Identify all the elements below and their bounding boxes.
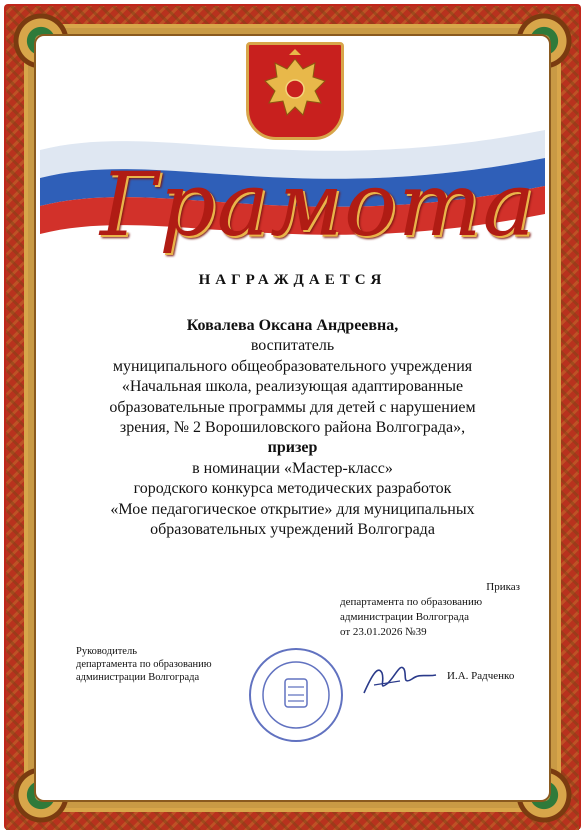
order-line: департамента по образованию: [340, 596, 483, 608]
signature: [360, 655, 440, 700]
order-label: Приказ: [486, 581, 520, 593]
institution-line: образовательные программы для детей с нарушением: [109, 398, 476, 416]
head-line: администрации Волгограда: [76, 672, 200, 683]
official-stamp: [240, 645, 352, 745]
order-line: от 23.01.2026 №39: [340, 626, 427, 638]
award-line: образовательных учреждений Волгограда: [150, 521, 435, 539]
order-line: администрации Волгограда: [340, 611, 470, 623]
institution-line: муниципального общеобразовательного учреждения: [112, 357, 473, 375]
recipient-position: воспитатель: [250, 337, 335, 355]
award-line: «Мое педагогическое открытие» для муниципальных: [110, 500, 475, 518]
coat-of-arms-emblem: [246, 42, 344, 140]
subtitle: НАГРАЖДАЕТСЯ: [198, 272, 387, 288]
award-text: [70, 316, 515, 540]
award-status: призер: [267, 439, 318, 457]
signer-name: И.А. Радченко: [447, 670, 515, 682]
title-text: Грамота: [100, 153, 536, 256]
head-of-department: [76, 645, 246, 684]
recipient-name: Ковалева Оксана Андреевна,: [186, 317, 399, 334]
title: [100, 140, 536, 270]
order-reference: [340, 580, 520, 640]
institution-line: зрения, № 2 Ворошиловского района Волгограда»,: [119, 419, 466, 437]
head-line: Руководитель: [76, 646, 137, 657]
award-line: городского конкурса методических разработок: [133, 480, 452, 498]
award-line: в номинации «Мастер-класс»: [192, 459, 393, 477]
institution-line: «Начальная школа, реализующая адаптированные: [121, 378, 464, 396]
head-line: департамента по образованию: [76, 659, 212, 670]
